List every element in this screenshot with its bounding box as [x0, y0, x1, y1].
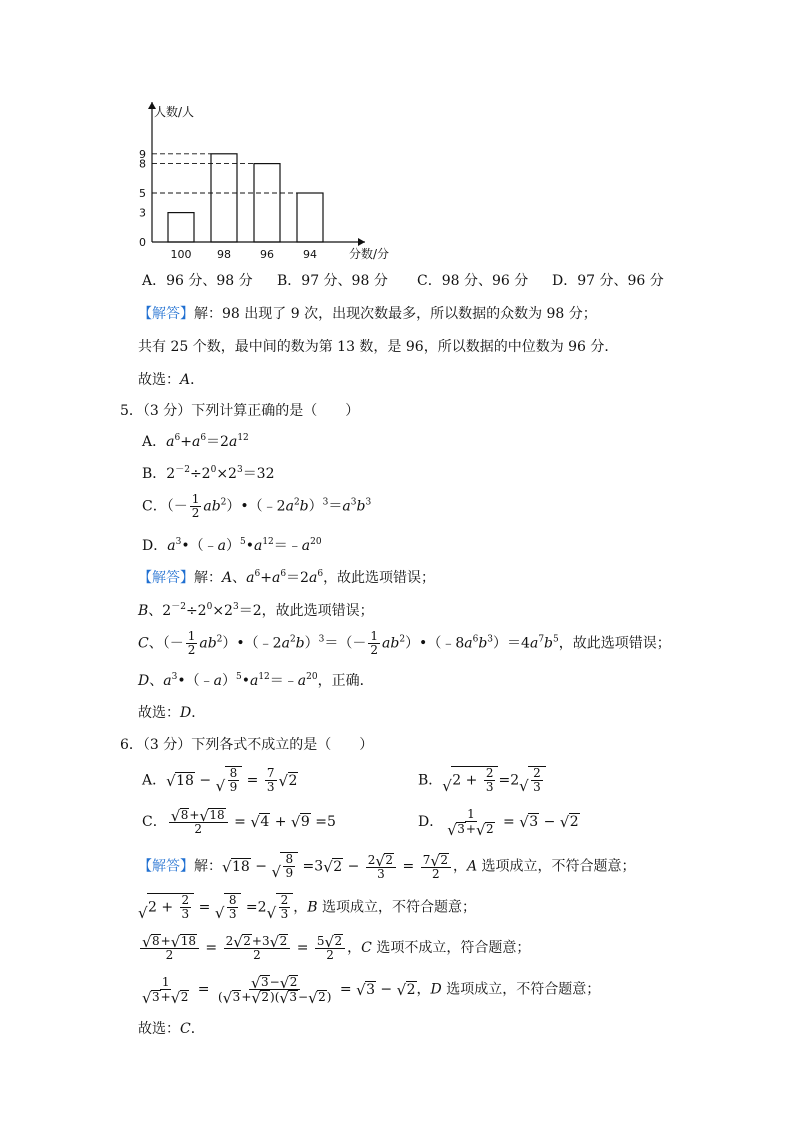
- bar-100: [168, 213, 194, 242]
- q4-option-c: C．98 分、96 分: [417, 273, 529, 289]
- q5-answer-a: 【解答】解：A、$a^6+a^6=2a^6$，故此选项错误；: [138, 569, 436, 586]
- bar-96: [254, 164, 280, 242]
- q6-option-a: A．√ 18 − √ $\frac{8}{9}$ = $\frac{7}{3}$ √ 2: [142, 766, 298, 794]
- q4-final-answer: 故选：A．: [138, 372, 205, 388]
- q5-final-answer: 故选：D．: [138, 705, 206, 721]
- q4-option-b: B．97 分、98 分: [277, 273, 388, 289]
- q5-answer-d: D、$a^3•(﹣a)^5•a^{12}=﹣a^{20}$，正确．: [138, 672, 374, 689]
- answer-tag: 【解答】: [138, 570, 194, 586]
- q6-answer-c: √ $\frac{8+√ 18}{2}$ = $\frac{2√ 2+3√ 2}{2}$ = $\frac{5√ 2}{2}$ ，C 选项不成立，符合题意；: [138, 934, 530, 962]
- y-tick-label: 9: [139, 147, 146, 161]
- q5-option-a: A．$a^6+a^6=2a^{12}$: [142, 433, 249, 450]
- y-axis-label: 人数/人: [154, 105, 195, 119]
- q5-option-b: B．$2^{-2}\div 2^0\times 2^3=32$: [142, 465, 275, 482]
- q6-stem: 6．（3 分）下列各式不成立的是（ ）: [120, 737, 374, 753]
- q6-option-c: C． √ $\frac{8+√ 18}{2}$ = √ 4 + √ 9 =5: [142, 808, 336, 836]
- x-tick-label: 100: [170, 248, 192, 261]
- bar-chart: [130, 92, 430, 267]
- q6-option-b: B．√ 2 + $\frac{2}{3}$ =2 √ $\frac{2}{3}$: [418, 766, 546, 794]
- q5-answer-c: C、（－ $\frac{1}{2}$ $ab^2)•(﹣2a^2b)^3=(-$ $\frac{1}{2}$ $ab^2)•(﹣8a^6b^3)=4a^7b^5$，故此选项错误；: [138, 629, 671, 657]
- q4-option-a: A．96 分、98 分: [142, 273, 253, 289]
- answer-tag: 【解答】: [138, 306, 194, 322]
- answer-tag: 【解答】: [138, 858, 194, 875]
- q5-option-d: D．$a^3•(﹣a)^5•a^{12}=﹣a^{20}$: [142, 537, 322, 554]
- q6-answer-b: √ 2 + $\frac{2}{3}$ = √ $\frac{8}{3}$ =2 √ $\frac{2}{3}$ ，B 选项成立，不符合题意；: [138, 893, 476, 921]
- q4-answer-line-2: 共有 25 个数，最中间的数为第 13 数，是 96，所以数据的中位数为 96 分．: [138, 339, 619, 355]
- x-tick-label: 98: [217, 248, 231, 261]
- bar-98: [211, 154, 237, 242]
- x-axis-label: 分数/分: [349, 247, 390, 261]
- x-axis-arrow: [358, 238, 365, 246]
- q4-answer-line-1: 【解答】解：98 出现了 9 次，出现次数最多，所以数据的众数为 98 分；: [138, 306, 597, 322]
- x-tick-label: 96: [260, 248, 274, 261]
- q4-option-d: D．97 分、96 分: [552, 273, 664, 289]
- y-tick-label: 0: [139, 236, 146, 249]
- q6-answer-a: 【解答】解：√ 18 − √ $\frac{8}{9}$ =3√ 2 − $\frac{2√ 2}{3}$ = $\frac{7√ 2}{2}$ ，A 选项成立，不符合题意；: [138, 852, 636, 881]
- q6-option-d: D． 1 √ 3+√ 2 = √ 3 − √ 2: [418, 808, 580, 836]
- q6-final-answer: 故选：C．: [138, 1021, 205, 1037]
- bar-94: [297, 193, 323, 242]
- q5-answer-b: B、$2^{-2}\div 2^0\times 2^3=2$，故此选项错误；: [138, 602, 374, 619]
- q5-option-c: C．（－ $\frac{1}{2}$ $ab^2)•(﹣2a^2b)^3=a^3b^3$: [142, 492, 372, 520]
- y-tick-label: 5: [139, 187, 146, 200]
- y-tick-label: 3: [139, 206, 146, 220]
- q5-stem: 5．（3 分）下列计算正确的是（ ）: [120, 403, 360, 419]
- x-tick-label: 94: [303, 248, 317, 261]
- y-tick-label: 8: [139, 157, 146, 171]
- q6-answer-d: 1 √ 3+√ 2 = √ $\frac{3-√ 2}{(√ 3+√ 2)(√ 3-√ 2)}$ = √ 3 − √ 2，D 选项成立，不符合题意；: [138, 975, 600, 1004]
